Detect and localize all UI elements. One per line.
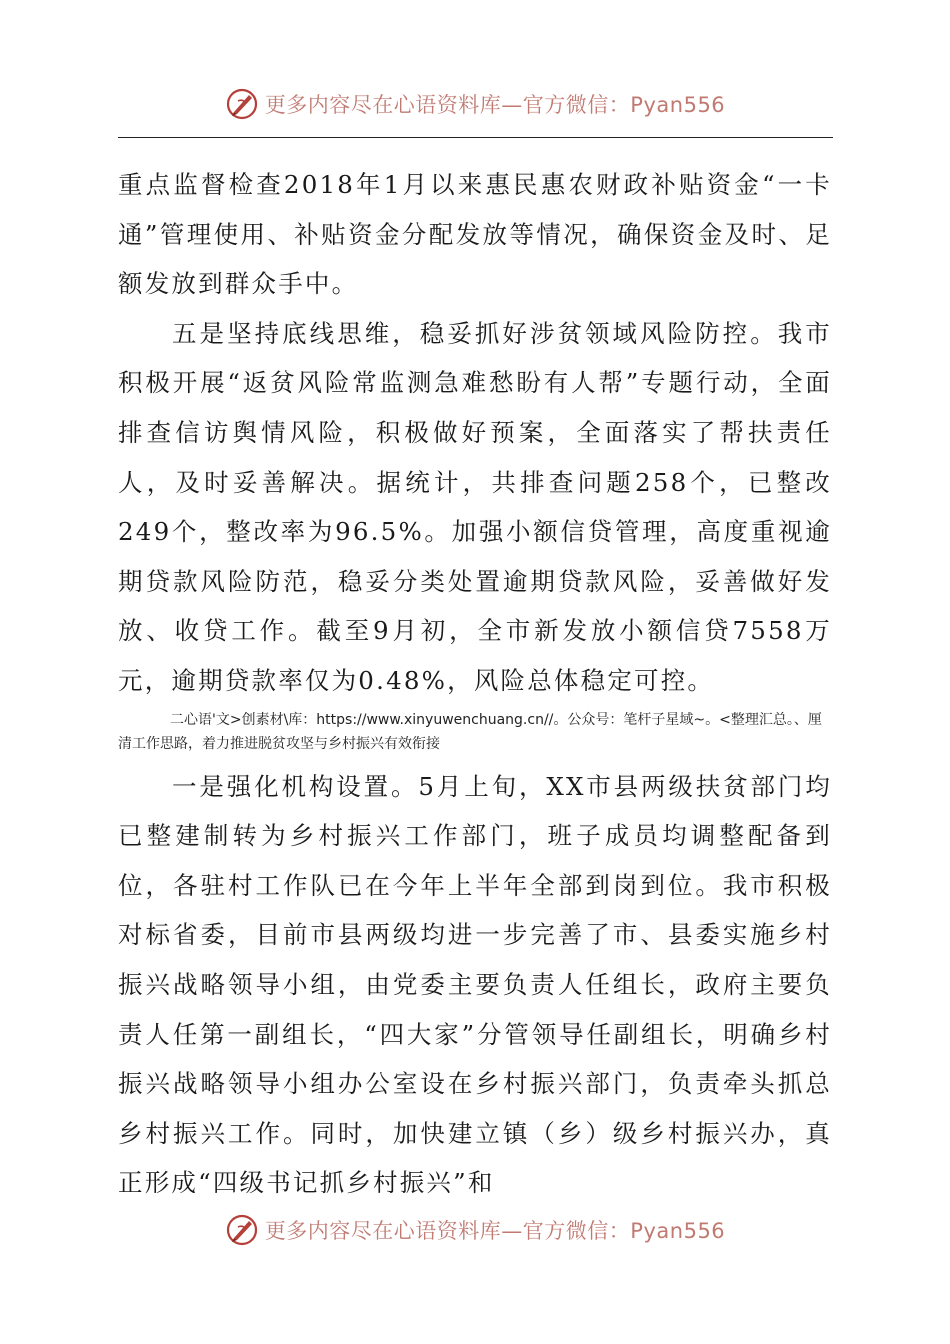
header-banner	[0, 84, 950, 124]
header-banner-text: 更多内容尽在心语资料库—官方微信：Pyan556	[264, 93, 726, 117]
paragraph-risk-control: 五是坚持底线思维，稳妥抓好涉贫领域风险防控。我市积极开展“返贫风险常监测急难愁盼有人帮”专题行动，全面排查信访舆情风险，积极做好预案，全面落实了帮扶责任人，及时妥善解决。据统计，共排查问题258个，已整改249个，整改率为96.5%。加强小额信贷管理，高度重视逾期贷款风险防范，稳妥分类处置逾期贷款风险，妥善做好发放、收贷工作。截至9月初，全市新发放小额信贷7558万元，逾期贷款率仅为0.48%，风险总体稳定可控。	[118, 318, 832, 695]
pen-logo-icon	[225, 1213, 259, 1247]
paragraph-institution-setup: 一是强化机构设置。5月上旬，XX市县两级扶贫部门均已整建制转为乡村振兴工作部门，班子成员均调整配备到位，各驻村工作队已在今年上半年全部到岗到位。我市积极对标省委，目前市县两级均进一步完善了市、县委实施乡村振兴战略领导小组，由党委主要负责人任组长，政府主要负责人任第一副组长，“四大家”分管领导任副组长，明确乡村振兴战略领导小组办公室设在乡村振兴部门，负责牵头抓总乡村振兴工作。同时，加快建立镇（乡）级乡村振兴办，真正形成“四级书记抓乡村振兴”和	[118, 771, 832, 1198]
paragraph-continuation: 重点监督检查2018年1月以来惠民惠农财政补贴资金“一卡通”管理使用、补贴资金分配发放等情况，确保资金及时、足额发放到群众手中。	[118, 170, 832, 299]
watermark-note: 二心语'文>创素材\库：https://www.xinyuwenchuang.cn//。公众号：笔杆子星域~。<整理汇总。、厘清工作思路，着力推进脱贫攻坚与乡村振兴有效衔接	[118, 711, 822, 752]
document-body	[118, 160, 832, 1208]
footer-banner	[0, 1210, 950, 1250]
header-divider	[118, 137, 833, 138]
footer-banner-text: 更多内容尽在心语资料库—官方微信：Pyan556	[264, 1219, 726, 1243]
pen-logo-icon	[225, 87, 259, 121]
